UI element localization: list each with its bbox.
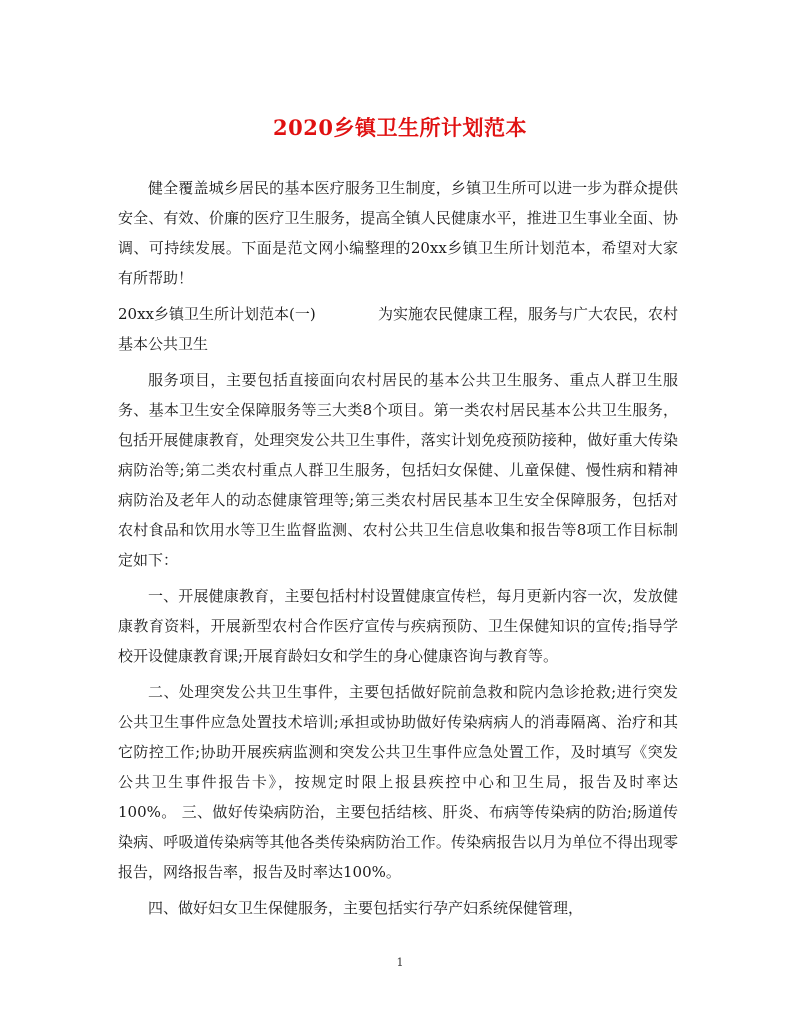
page-number: 1 — [396, 956, 404, 969]
document-title: 2020乡镇卫生所计划范本 — [273, 115, 527, 140]
section-label: 20xx乡镇卫生所计划范本(一) — [118, 305, 316, 323]
item-1-paragraph: 一、开展健康教育，主要包括村村设置健康宣传栏，每月更新内容一次，发放健康教育资料，开展新型农村合作医疗宣传与疾病预防、卫生保健知识的宣传;指导学校开设健康教育课;开展育龄妇女和学生的身心健康咨询与教育等。 — [118, 587, 678, 665]
section-heading-line — [118, 299, 678, 329]
item-2-3-paragraph: 二、处理突发公共卫生事件，主要包括做好院前急救和院内急诊抢救;进行突发公共卫生事件应急处置技术培训;承担或协助做好传染病病人的消毒隔离、治疗和其它防控工作;协助开展疾病监测和突发公共卫生事件应急处置工作，及时填写《突发公共卫生事件报告卡》，按规定时限上报县疾控中心和卫生局，报告及时率达100%。 三、做好传染病防治，主要包括结核、肝炎、布病等传染病的防治;肠道传染病、呼吸道传染病等其他各类传染病防治工作。传染病报告以月为单位不得出现零报告，网络报告率，报告及时率达100%。 — [118, 683, 678, 881]
section-lead-continued: 基本公共卫生 — [118, 335, 209, 353]
intro-paragraph: 健全覆盖城乡居民的基本医疗服务卫生制度，乡镇卫生所可以进一步为群众提供安全、有效、价廉的医疗卫生服务，提高全镇人民健康水平，推进卫生事业全面、协调、可持续发展。下面是范文网小编整理的20xx乡镇卫生所计划范本，希望对大家有所帮助！ — [118, 179, 678, 287]
section-lead: 为实施农民健康工程，服务与广大农民，农村 — [377, 305, 678, 323]
item-4-paragraph: 四、做好妇女卫生保健服务，主要包括实行孕产妇系统保健管理， — [148, 899, 584, 917]
document-body — [118, 173, 678, 923]
services-paragraph: 服务项目，主要包括直接面向农村居民的基本公共卫生服务、重点人群卫生服务、基本卫生安全保障服务等三大类8个项目。第一类农村居民基本公共卫生服务，包括开展健康教育，处理突发公共卫生事件，落实计划免疫预防接种，做好重大传染病防治等;第二类农村重点人群卫生服务，包括妇女保健、儿童保健、慢性病和精神病防治及老年人的动态健康管理等;第三类农村居民基本卫生安全保障服务，包括对农村食品和饮用水等卫生监督监测、农村公共卫生信息收集和报告等8项工作目标制定如下： — [118, 371, 678, 569]
